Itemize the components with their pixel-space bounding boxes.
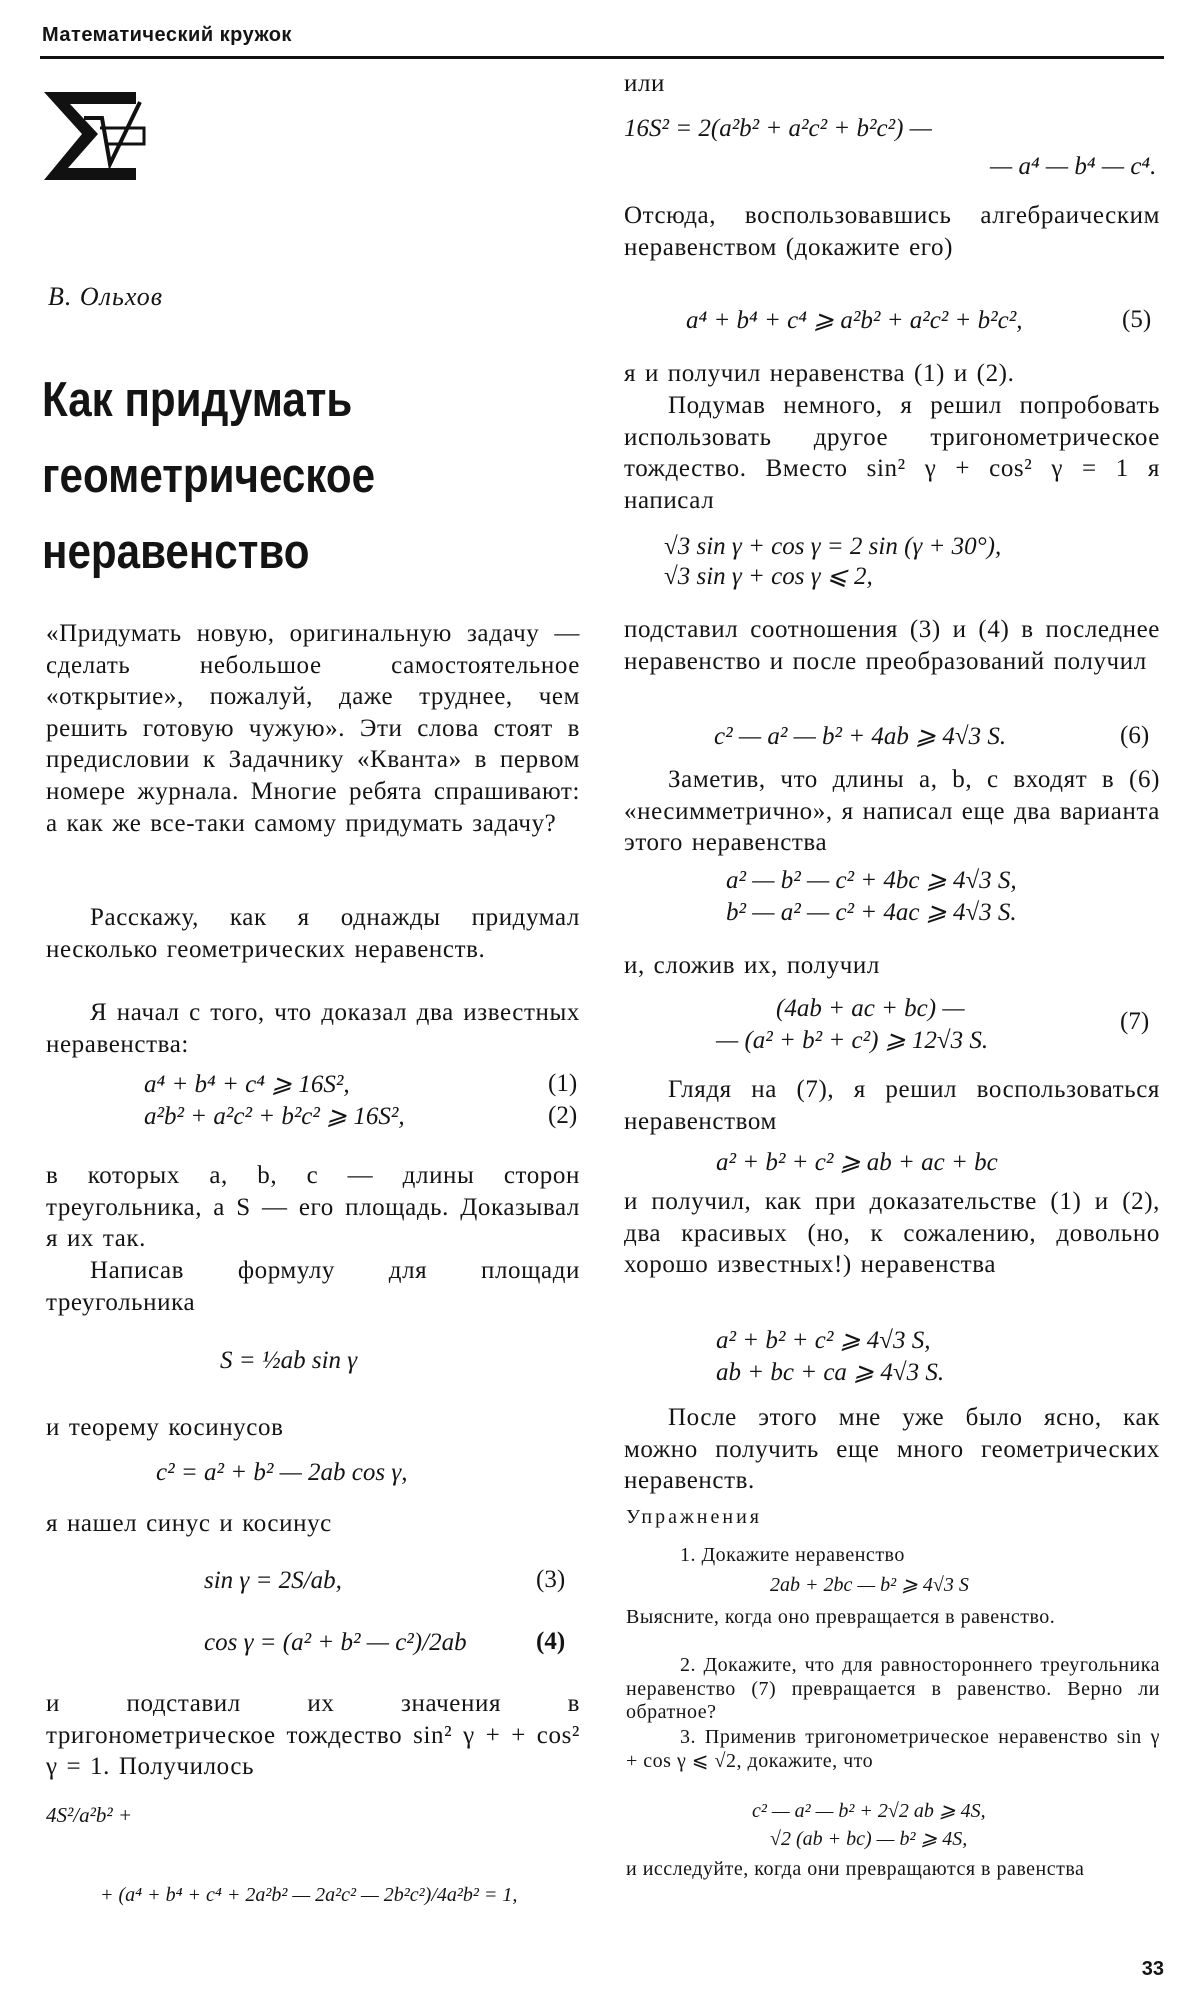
exercise-3-equation-1: c² — a² — b² + 2√2 ab ⩾ 4S, [752,1800,986,1822]
equation-3: sin γ = 2S/ab, [204,1567,342,1594]
equation-6: c² — a² — b² + 4ab ⩾ 4√3 S. [714,723,1007,750]
text-or: или [624,70,666,97]
equation-1-number: (1) [548,1070,578,1097]
paragraph-got12: я и получил неравенства (1) и (2). [624,360,1015,387]
paragraph-thought: Подумав немного, я решил попробовать использовать другое тригонометрическое тождество. Вместо sin² γ + cos² γ = 1 я написал [624,392,1160,514]
paragraph-looking: Глядя на (7), я решил воспользоваться неравенством [624,1076,1160,1135]
exercise-2: 2. Докажите, что для равностороннего треугольника неравенство (7) превращается в равенство. Верно ли обратное? [626,1654,1160,1723]
paragraph-intro: «Придумать новую, оригинальную задачу — сделать небольшое самостоятельное «открытие», пожалуй, даже труднее, чем решить готовую чужую». Эти слова стоят в предисловии к Задачнику «Кванта» в первом номере журнала. Многие ребята спрашивают: а как же все-таки самому придумать задачу? [46,620,580,837]
equation-big-part1: 4S²/a²b² + [46,1803,133,1827]
paragraph-start: Я начал с того, что доказал два известных неравенства: [46,999,580,1058]
equation-3-number: (3) [536,1566,566,1593]
equation-8: a² + b² + c² ⩾ ab + ac + bc [716,1149,998,1176]
paragraph-sides: в которых a, b, c — длины сторон треугольника, a S — его площадь. Доказывал я их так. [46,1162,580,1253]
equation-9b: ab + bc + ca ⩾ 4√3 S. [716,1359,945,1386]
equation-big-part2: + (a⁴ + b⁴ + c⁴ + 2a²b² — 2a²c² — 2b²c²)/4a²b² = 1, [100,1884,518,1906]
paragraph-beautiful: и получил, как при доказательстве (1) и (2), два красивых (но, к сожалению, довольно хорошо известных!) неравенства [624,1188,1160,1279]
equation-6-variant-a: a² — b² — c² + 4bc ⩾ 4√3 S, [726,867,1017,894]
paragraph-tell: Расскажу, как я однажды придумал несколько геометрических неравенств. [46,904,580,963]
exercise-1-text: Выясните, когда оно превращается в равенство. [626,1606,1056,1628]
exercise-3: 3. Применив тригонометрическое неравенство sin γ + cos γ ⩽ √2, докажите, что [626,1726,1160,1772]
page-number: 33 [1141,1958,1164,1980]
equation-6-variant-b: b² — a² — c² + 4ac ⩾ 4√3 S. [726,899,1017,926]
exercise-1: 1. Докажите неравенство [680,1544,905,1566]
paragraph-after: После этого мне уже было ясно, как можно получить еще много геометрических неравенств. [624,1404,1160,1495]
equation-1: a⁴ + b⁴ + c⁴ ⩾ 16S², [144,1071,350,1098]
paragraph-found: я нашел синус и косинус [46,1510,332,1537]
equation-7-part2: — (a² + b² + c²) ⩾ 12√3 S. [716,1027,989,1054]
equation-7-number: (7) [1120,1008,1150,1035]
exercise-3-equation-2: √2 (ab + bc) — b² ⩾ 4S, [770,1828,968,1850]
paragraph-cosines: и теорему косинусов [46,1414,284,1441]
paragraph-noticed: Заметив, что длины a, b, c входят в (6) «несимметрично», я написал еще два варианта этого неравенства [624,766,1160,857]
exercises-heading: Упражнения [626,1506,762,1528]
paragraph-substitute: и подставил их значения в тригонометрическое тождество sin² γ + + cos² γ = 1. Получилось [46,1690,580,1781]
equation-2: a²b² + a²c² + b²c² ⩾ 16S², [144,1103,405,1130]
exercise-1-equation: 2ab + 2bc — b² ⩾ 4√3 S [770,1574,969,1596]
equation-5-number: (5) [1122,306,1152,333]
paragraph-substituted: подставил соотношения (3) и (4) в последнее неравенство и после преобразований получил [624,616,1160,675]
equation-cosines: c² = a² + b² — 2ab cos γ, [156,1459,408,1486]
equation-2-number: (2) [548,1102,578,1129]
sigma-logo-icon [40,88,150,184]
equation-7-part1: (4ab + ac + bc) — [776,995,965,1022]
header-rule [40,56,1164,59]
equation-trig-inequality: √3 sin γ + cos γ ⩽ 2, [664,563,873,590]
paragraph-hence: Отсюда, воспользовавшись алгебраическим неравенством (докажите его) [624,202,1160,261]
equation-6-number: (6) [1120,722,1150,749]
equation-16s-part1: 16S² = 2(a²b² + a²c² + b²c²) — [624,115,932,142]
section-header: Математический кружок [42,24,292,46]
equation-4: cos γ = (a² + b² — c²)/2ab [204,1629,467,1656]
equation-4-number: (4) [536,1628,566,1655]
equation-9a: a² + b² + c² ⩾ 4√3 S, [716,1327,931,1354]
exercise-3-text: и исследуйте, когда они превращаются в равенства [626,1858,1085,1880]
equation-area: S = ½ab sin γ [220,1347,358,1374]
paragraph-area: Написав формулу для площади треугольника [46,1257,580,1316]
equation-5: a⁴ + b⁴ + c⁴ ⩾ a²b² + a²c² + b²c², [686,307,1023,334]
equation-trig-identity: √3 sin γ + cos γ = 2 sin (γ + 30°), [664,533,1002,560]
article-title: Как придумать геометрическое неравенство [42,373,376,579]
paragraph-added: и, сложив их, получил [624,952,880,979]
article-author: В. Ольхов [48,282,164,311]
equation-16s-part2: — a⁴ — b⁴ — c⁴. [990,153,1157,180]
